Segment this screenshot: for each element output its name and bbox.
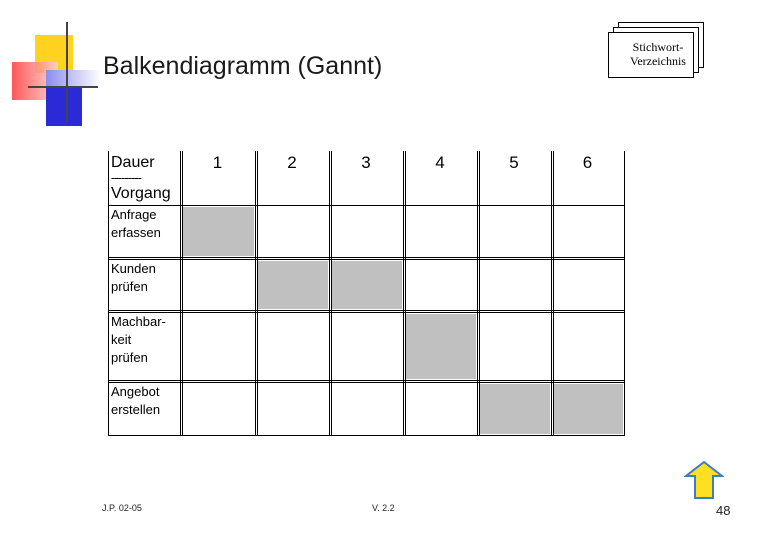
- period-header: 5: [509, 153, 519, 172]
- up-arrow-icon: [684, 460, 724, 500]
- task-label: [111, 206, 161, 242]
- task-label: [111, 260, 156, 296]
- gantt-bar: [405, 314, 476, 379]
- period-header: 1: [212, 153, 223, 172]
- header-separator: ---------: [111, 170, 141, 185]
- task-label-line: Kunden: [111, 261, 156, 276]
- keyword-line-2: Verzeichnis: [630, 54, 686, 68]
- gantt-bar: [553, 384, 623, 434]
- gantt-bar: [479, 384, 550, 434]
- task-label-line: prüfen: [111, 279, 148, 294]
- task-label: [111, 383, 160, 419]
- period-header: 4: [435, 153, 445, 172]
- footer-version: V. 2.2: [372, 503, 395, 513]
- period-header: 6: [582, 153, 593, 172]
- task-label-line: erstellen: [111, 402, 161, 417]
- footer-author: J.P. 02-05: [102, 503, 142, 513]
- up-arrow-button[interactable]: [684, 460, 724, 500]
- slide-title: Balkendiagramm (Gannt): [103, 52, 383, 80]
- task-label-line: keit: [111, 332, 132, 347]
- task-label-line: Angebot: [111, 384, 160, 399]
- gantt-bar: [182, 207, 254, 256]
- task-label: [111, 313, 166, 367]
- period-header: 2: [287, 153, 297, 172]
- task-label-line: prüfen: [111, 350, 148, 365]
- gantt-bar: [257, 261, 328, 309]
- page-number: 48: [716, 503, 731, 518]
- period-header: 3: [361, 153, 371, 172]
- gantt-bar: [331, 261, 402, 309]
- keyword-line-1: Stichwort-: [632, 40, 684, 54]
- task-label-line: Anfrage: [111, 207, 157, 222]
- task-label-line: erfassen: [111, 225, 161, 240]
- task-label-line: Machbar-: [111, 314, 166, 329]
- header-task: Vorgang: [111, 185, 171, 202]
- header-duration: Dauer: [111, 154, 155, 171]
